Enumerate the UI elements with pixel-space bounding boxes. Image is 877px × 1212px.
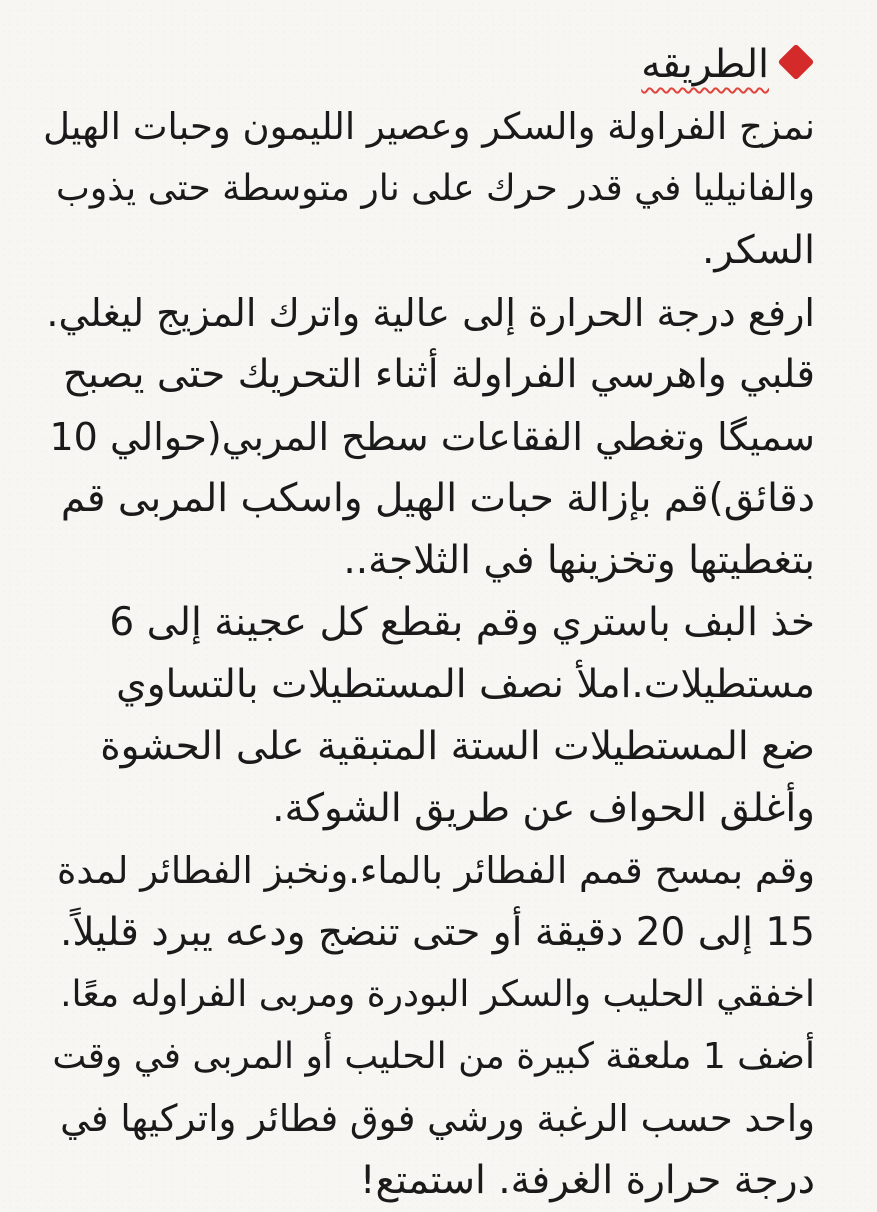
text-line: سميگا وتغطي الفقاعات سطح المربي(حوالي 10 [49, 415, 815, 459]
text-line: خذ البف باستري وقم بقطع كل عجينة إلى 6 [109, 600, 815, 645]
text-line: أضف 1 ملعقة كبيرة من الحليب أو المربى في وقت [52, 1036, 815, 1077]
text-line: ارفع درجة الحرارة إلى عالية واترك المزيج ليغلي. [46, 291, 815, 335]
text-line: وأغلق الحواف عن طريق الشوكة. [272, 786, 815, 831]
text-line: نمزج الفراولة والسكر وعصير الليمون وحبات الهيل [43, 105, 815, 148]
text-line: مستطيلات.املأ نصف المستطيلات بالتساوي [116, 662, 815, 707]
note-title: الطريقه [641, 42, 769, 87]
red-diamond-icon [778, 44, 815, 81]
text-line: درجة حرارة الغرفة. استمتع! [359, 1158, 815, 1203]
text-line: اخفقي الحليب والسكر البودرة ومربى الفراوله معًا. [60, 974, 815, 1015]
title-row [40, 34, 815, 96]
text-line: ضع المستطيلات الستة المتبقية على الحشوة [100, 724, 815, 769]
text-line: واحد حسب الرغبة ورشي فوق فطائر واتركيها في [60, 1097, 815, 1140]
text-line: بتغطيتها وتخزينها في الثلاجة.. [343, 538, 815, 583]
text-line: والفانيليا في قدر حرك على نار متوسطة حتى يذوب [55, 168, 815, 209]
text-line: 15 إلى 20 دقيقة أو حتى تنضج ودعه يبرد قليلاً. [59, 910, 815, 955]
text-line: دقائق)قم بإزالة حبات الهيل واسكب المربى قم [60, 476, 815, 521]
text-line: قلبي واهرسي الفراولة أثناء التحريك حتى يصبح [62, 352, 815, 397]
text-line: وقم بمسح قمم الفطائر بالماء.ونخبز الفطائر لمدة [56, 849, 815, 892]
text-line: السكر. [702, 228, 815, 273]
